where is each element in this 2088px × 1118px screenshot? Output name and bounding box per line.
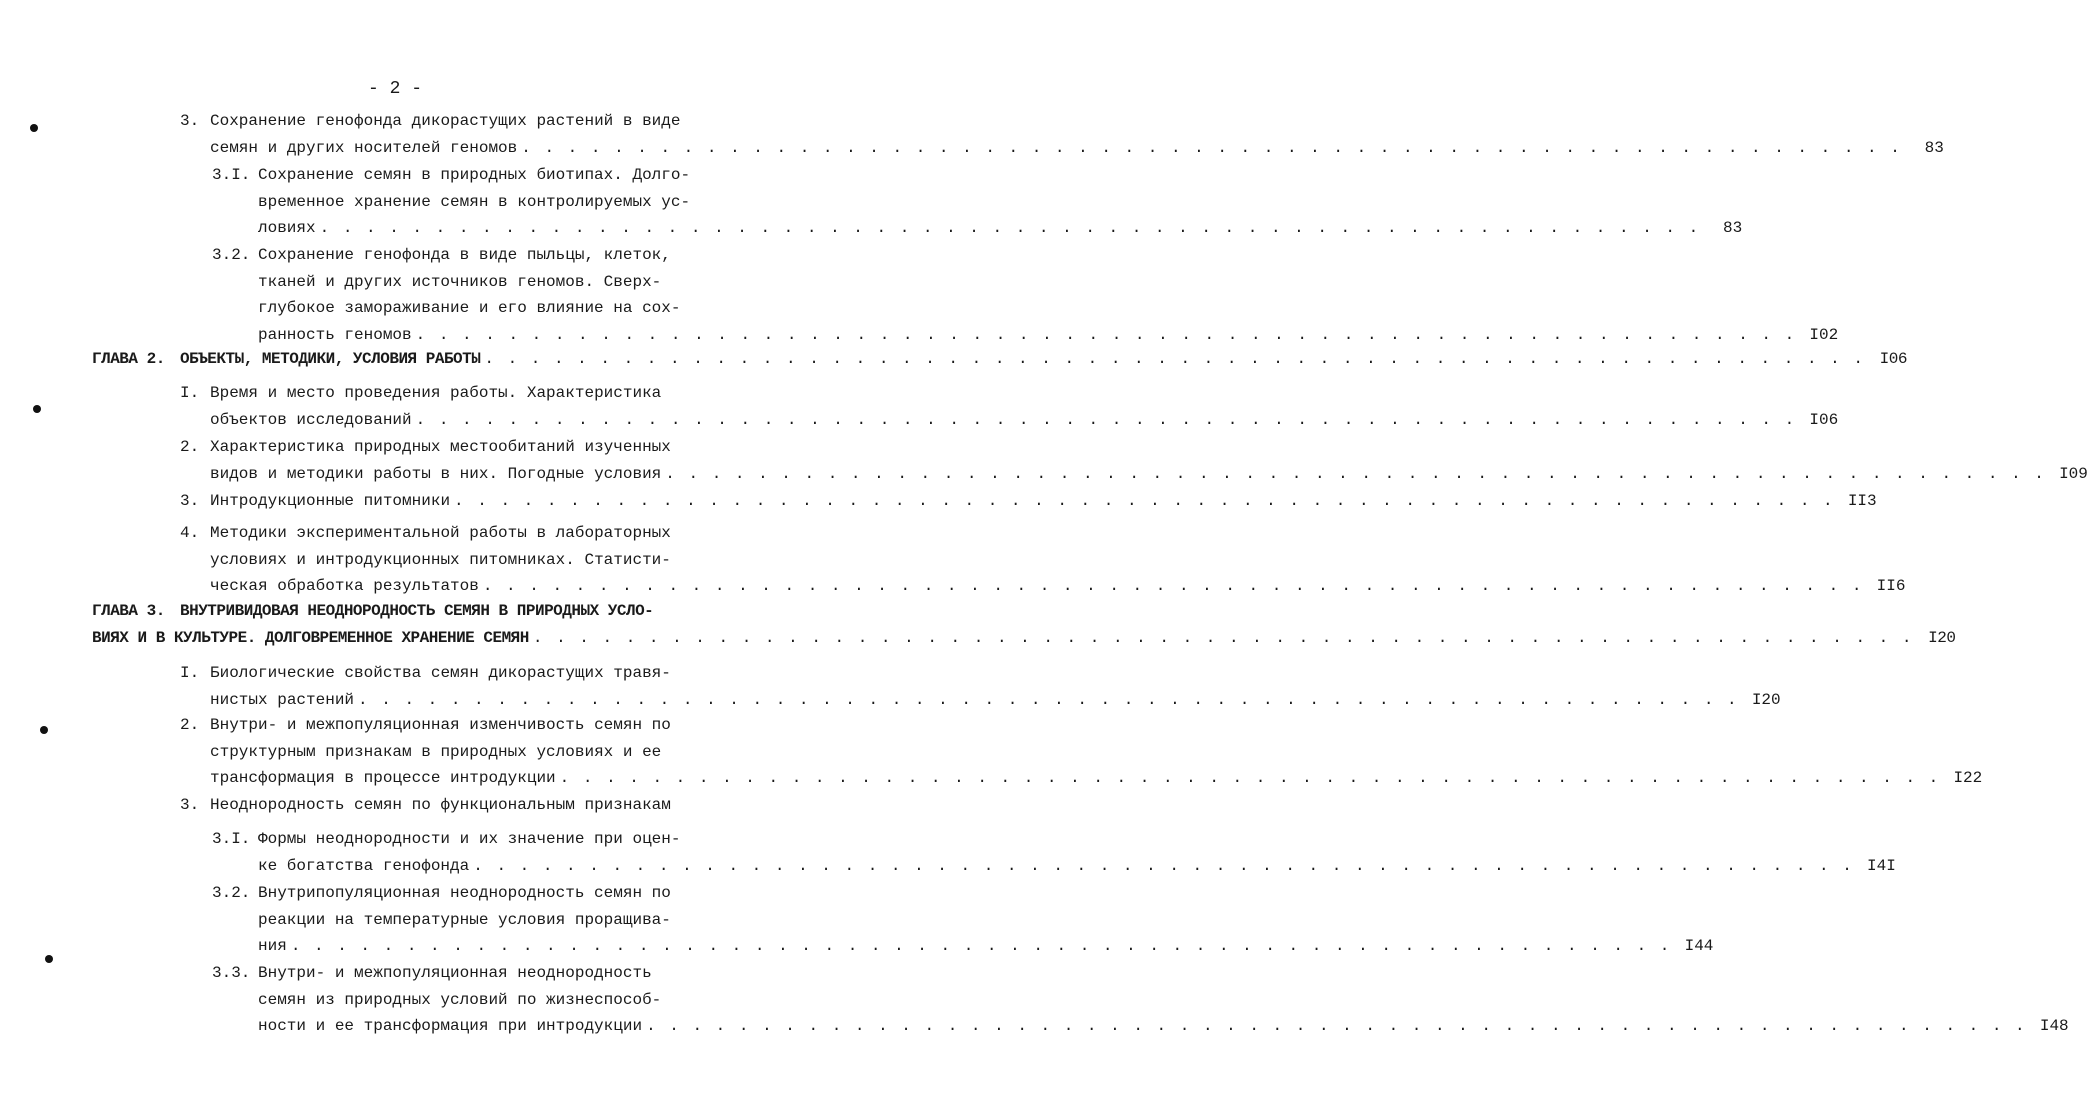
- entry-page: I06: [1809, 410, 1839, 429]
- entry-page: 83: [1924, 138, 1944, 157]
- entry-page: I22: [1953, 769, 1983, 787]
- chapter-heading: [92, 598, 1956, 651]
- entry-number: 2.: [180, 438, 200, 456]
- leader-dots: . . . . . . . . . . . . . . . . . . . . . . . . . . . . . . . . . . . . . . . . . . . . . . . . . . . . . . . . . . . .: [484, 350, 1865, 368]
- chapter-number: ГЛАВА 3.: [92, 602, 165, 620]
- entry-page: I02: [1809, 325, 1839, 344]
- chapter-title: ВНУТРИВИДОВАЯ НЕОДНОРОДНОСТЬ СЕМЯН В ПРИРОДНЫХ УСЛО-: [180, 602, 654, 620]
- entry-page: I20: [1928, 628, 1956, 647]
- entry-line: структурным признакам в природных условиях и ее: [210, 742, 662, 761]
- entry-number: 3.: [180, 796, 200, 814]
- page-number: - 2 -: [367, 79, 422, 99]
- scan-mark: [30, 124, 38, 132]
- leader-dots: . . . . . . . . . . . . . . . . . . . . . . . . . . . . . . . . . . . . . . . . . . . . . . . . . . . . . . . . . . . .: [415, 410, 1797, 429]
- toc-entry: [180, 434, 2088, 487]
- entry-number: 3.2.: [212, 246, 251, 264]
- entry-line: реакции на температурные условия проращива-: [258, 910, 671, 929]
- entry-line: ке богатства генофонда: [258, 856, 470, 875]
- leader-dots: . . . . . . . . . . . . . . . . . . . . . . . . . . . . . . . . . . . . . . . . . . . . . . . . . . . . . . . . . . . .: [290, 937, 1672, 955]
- chapter-number: ГЛАВА 2.: [92, 350, 165, 368]
- entry-number: 2.: [180, 716, 200, 734]
- entry-line: семян из природных условий по жизнеспособ-: [258, 990, 662, 1009]
- entry-line: тканей и других источников геномов. Сверх-: [258, 272, 662, 291]
- entry-line: нистых растений: [210, 690, 355, 709]
- entry-line: ности и ее трансформация при интродукции: [258, 1017, 643, 1035]
- toc-entry: [180, 380, 1839, 433]
- leader-dots: . . . . . . . . . . . . . . . . . . . . . . . . . . . . . . . . . . . . . . . . . . . . . . . . . . . . . . . . . . . .: [665, 464, 2046, 483]
- entry-number: 3.: [180, 492, 200, 510]
- entry-line: Сохранение семян в природных биотипах. Долго-: [258, 166, 691, 184]
- entry-number: 4.: [180, 524, 200, 542]
- leader-dots: . . . . . . . . . . . . . . . . . . . . . . . . . . . . . . . . . . . . . . . . . . . . . . . . . . . . . . . . . . . .: [358, 690, 1739, 709]
- leader-dots: . . . . . . . . . . . . . . . . . . . . . . . . . . . . . . . . . . . . . . . . . . . . . . . . . . . . . . . . . . . .: [482, 577, 1864, 595]
- toc-entry: [212, 960, 2069, 1040]
- entry-line: Внутри- и межпопуляционная изменчивость семян по: [210, 716, 671, 734]
- leader-dots: . . . . . . . . . . . . . . . . . . . . . . . . . . . . . . . . . . . . . . . . . . . . . . . . . . . . . . . . . . . .: [559, 769, 1941, 787]
- entry-page: 83: [1723, 219, 1743, 237]
- entry-number: 3.I.: [212, 166, 251, 184]
- entry-number: 3.2.: [212, 884, 251, 902]
- entry-line: Сохранение генофонда дикорастущих растений в виде: [210, 112, 681, 130]
- toc-entry: [180, 792, 728, 819]
- entry-line: ловиях: [258, 219, 316, 237]
- entry-line: семян и других носителей геномов: [210, 138, 518, 157]
- toc-entry: [180, 108, 1944, 161]
- entry-number: 3.: [180, 112, 200, 130]
- toc-entry: [212, 826, 1896, 879]
- toc-entry: [212, 242, 1839, 348]
- entry-page: I06: [1879, 350, 1907, 368]
- chapter-title: ВИЯХ И В КУЛЬТУРЕ. ДОЛГОВРЕМЕННОЕ ХРАНЕНИЕ СЕМЯН: [92, 628, 529, 647]
- entry-line: Внутри- и межпопуляционная неоднородность: [258, 964, 652, 982]
- entry-page: I09: [2059, 464, 2088, 483]
- toc-entry: [212, 162, 1743, 242]
- entry-page: I44: [1684, 937, 1714, 955]
- leader-dots: . . . . . . . . . . . . . . . . . . . . . . . . . . . . . . . . . . . . . . . . . . . . . . . . . . . . . . . . . . . .: [415, 325, 1797, 344]
- leader-dots: . . . . . . . . . . . . . . . . . . . . . . . . . . . . . . . . . . . . . . . . . . . . . . . . . . . . . . . . . . . .: [646, 1017, 2027, 1035]
- entry-line: Характеристика природных местообитаний изученных: [210, 438, 671, 456]
- entry-line: объектов исследований: [210, 410, 412, 429]
- entry-page: II6: [1876, 577, 1906, 595]
- entry-number: I.: [180, 664, 200, 682]
- entry-line: ранность геномов: [258, 325, 412, 344]
- entry-line: Интродукционные питомники: [210, 492, 451, 510]
- entry-line: трансформация в процессе интродукции: [210, 769, 556, 787]
- entry-line: ния: [258, 937, 287, 955]
- scan-mark: [33, 405, 41, 413]
- entry-number: 3.3.: [212, 964, 251, 982]
- toc-entry: [212, 880, 1714, 960]
- chapter-heading: [92, 346, 1907, 373]
- entry-line: временное хранение семян в контролируемых ус-: [258, 192, 691, 211]
- toc-entry: [180, 712, 1983, 792]
- entry-line: Внутрипопуляционная неоднородность семян по: [258, 884, 671, 902]
- chapter-title: ОБЪЕКТЫ, МЕТОДИКИ, УСЛОВИЯ РАБОТЫ: [180, 350, 481, 368]
- leader-dots: . . . . . . . . . . . . . . . . . . . . . . . . . . . . . . . . . . . . . . . . . . . . . . . . . . . . . . . . . . . .: [454, 492, 1835, 510]
- entry-line: Биологические свойства семян дикорастущих травя-: [210, 664, 671, 682]
- entry-page: I20: [1751, 690, 1781, 709]
- entry-number: I.: [180, 384, 200, 402]
- entry-number: 3.I.: [212, 830, 251, 848]
- entry-line: Время и место проведения работы. Характеристика: [210, 384, 662, 402]
- toc-entry: [180, 488, 1877, 515]
- entry-line: Сохранение генофонда в виде пыльцы, клеток,: [258, 246, 671, 264]
- toc-entry: [180, 660, 1781, 713]
- scan-mark: [45, 955, 53, 963]
- entry-page: II3: [1847, 492, 1877, 510]
- entry-line: Неоднородность семян по функциональным признакам: [210, 796, 671, 814]
- entry-page: I4I: [1867, 856, 1896, 875]
- scan-mark: [40, 726, 48, 734]
- toc-entry: [180, 520, 1906, 600]
- entry-line: ческая обработка результатов: [210, 577, 479, 595]
- leader-dots: . . . . . . . . . . . . . . . . . . . . . . . . . . . . . . . . . . . . . . . . . . . . . . . . . . . . . . . . . . . .: [532, 628, 1914, 647]
- leader-dots: . . . . . . . . . . . . . . . . . . . . . . . . . . . . . . . . . . . . . . . . . . . . . . . . . . . . . . . . . . . .: [521, 138, 1902, 157]
- entry-line: глубокое замораживание и его влияние на сох-: [258, 299, 681, 317]
- leader-dots: . . . . . . . . . . . . . . . . . . . . . . . . . . . . . . . . . . . . . . . . . . . . . . . . . . . . . . . . . . . .: [473, 856, 1854, 875]
- entry-line: Формы неоднородности и их значение при оцен-: [258, 830, 681, 848]
- entry-line: условиях и интродукционных питомниках. Статисти-: [210, 550, 671, 569]
- entry-line: Методики экспериментальной работы в лабораторных: [210, 524, 671, 542]
- leader-dots: . . . . . . . . . . . . . . . . . . . . . . . . . . . . . . . . . . . . . . . . . . . . . . . . . . . . . . . . . . . .: [319, 219, 1701, 237]
- entry-line: видов и методики работы в них. Погодные условия: [210, 464, 662, 483]
- entry-page: I48: [2039, 1017, 2069, 1035]
